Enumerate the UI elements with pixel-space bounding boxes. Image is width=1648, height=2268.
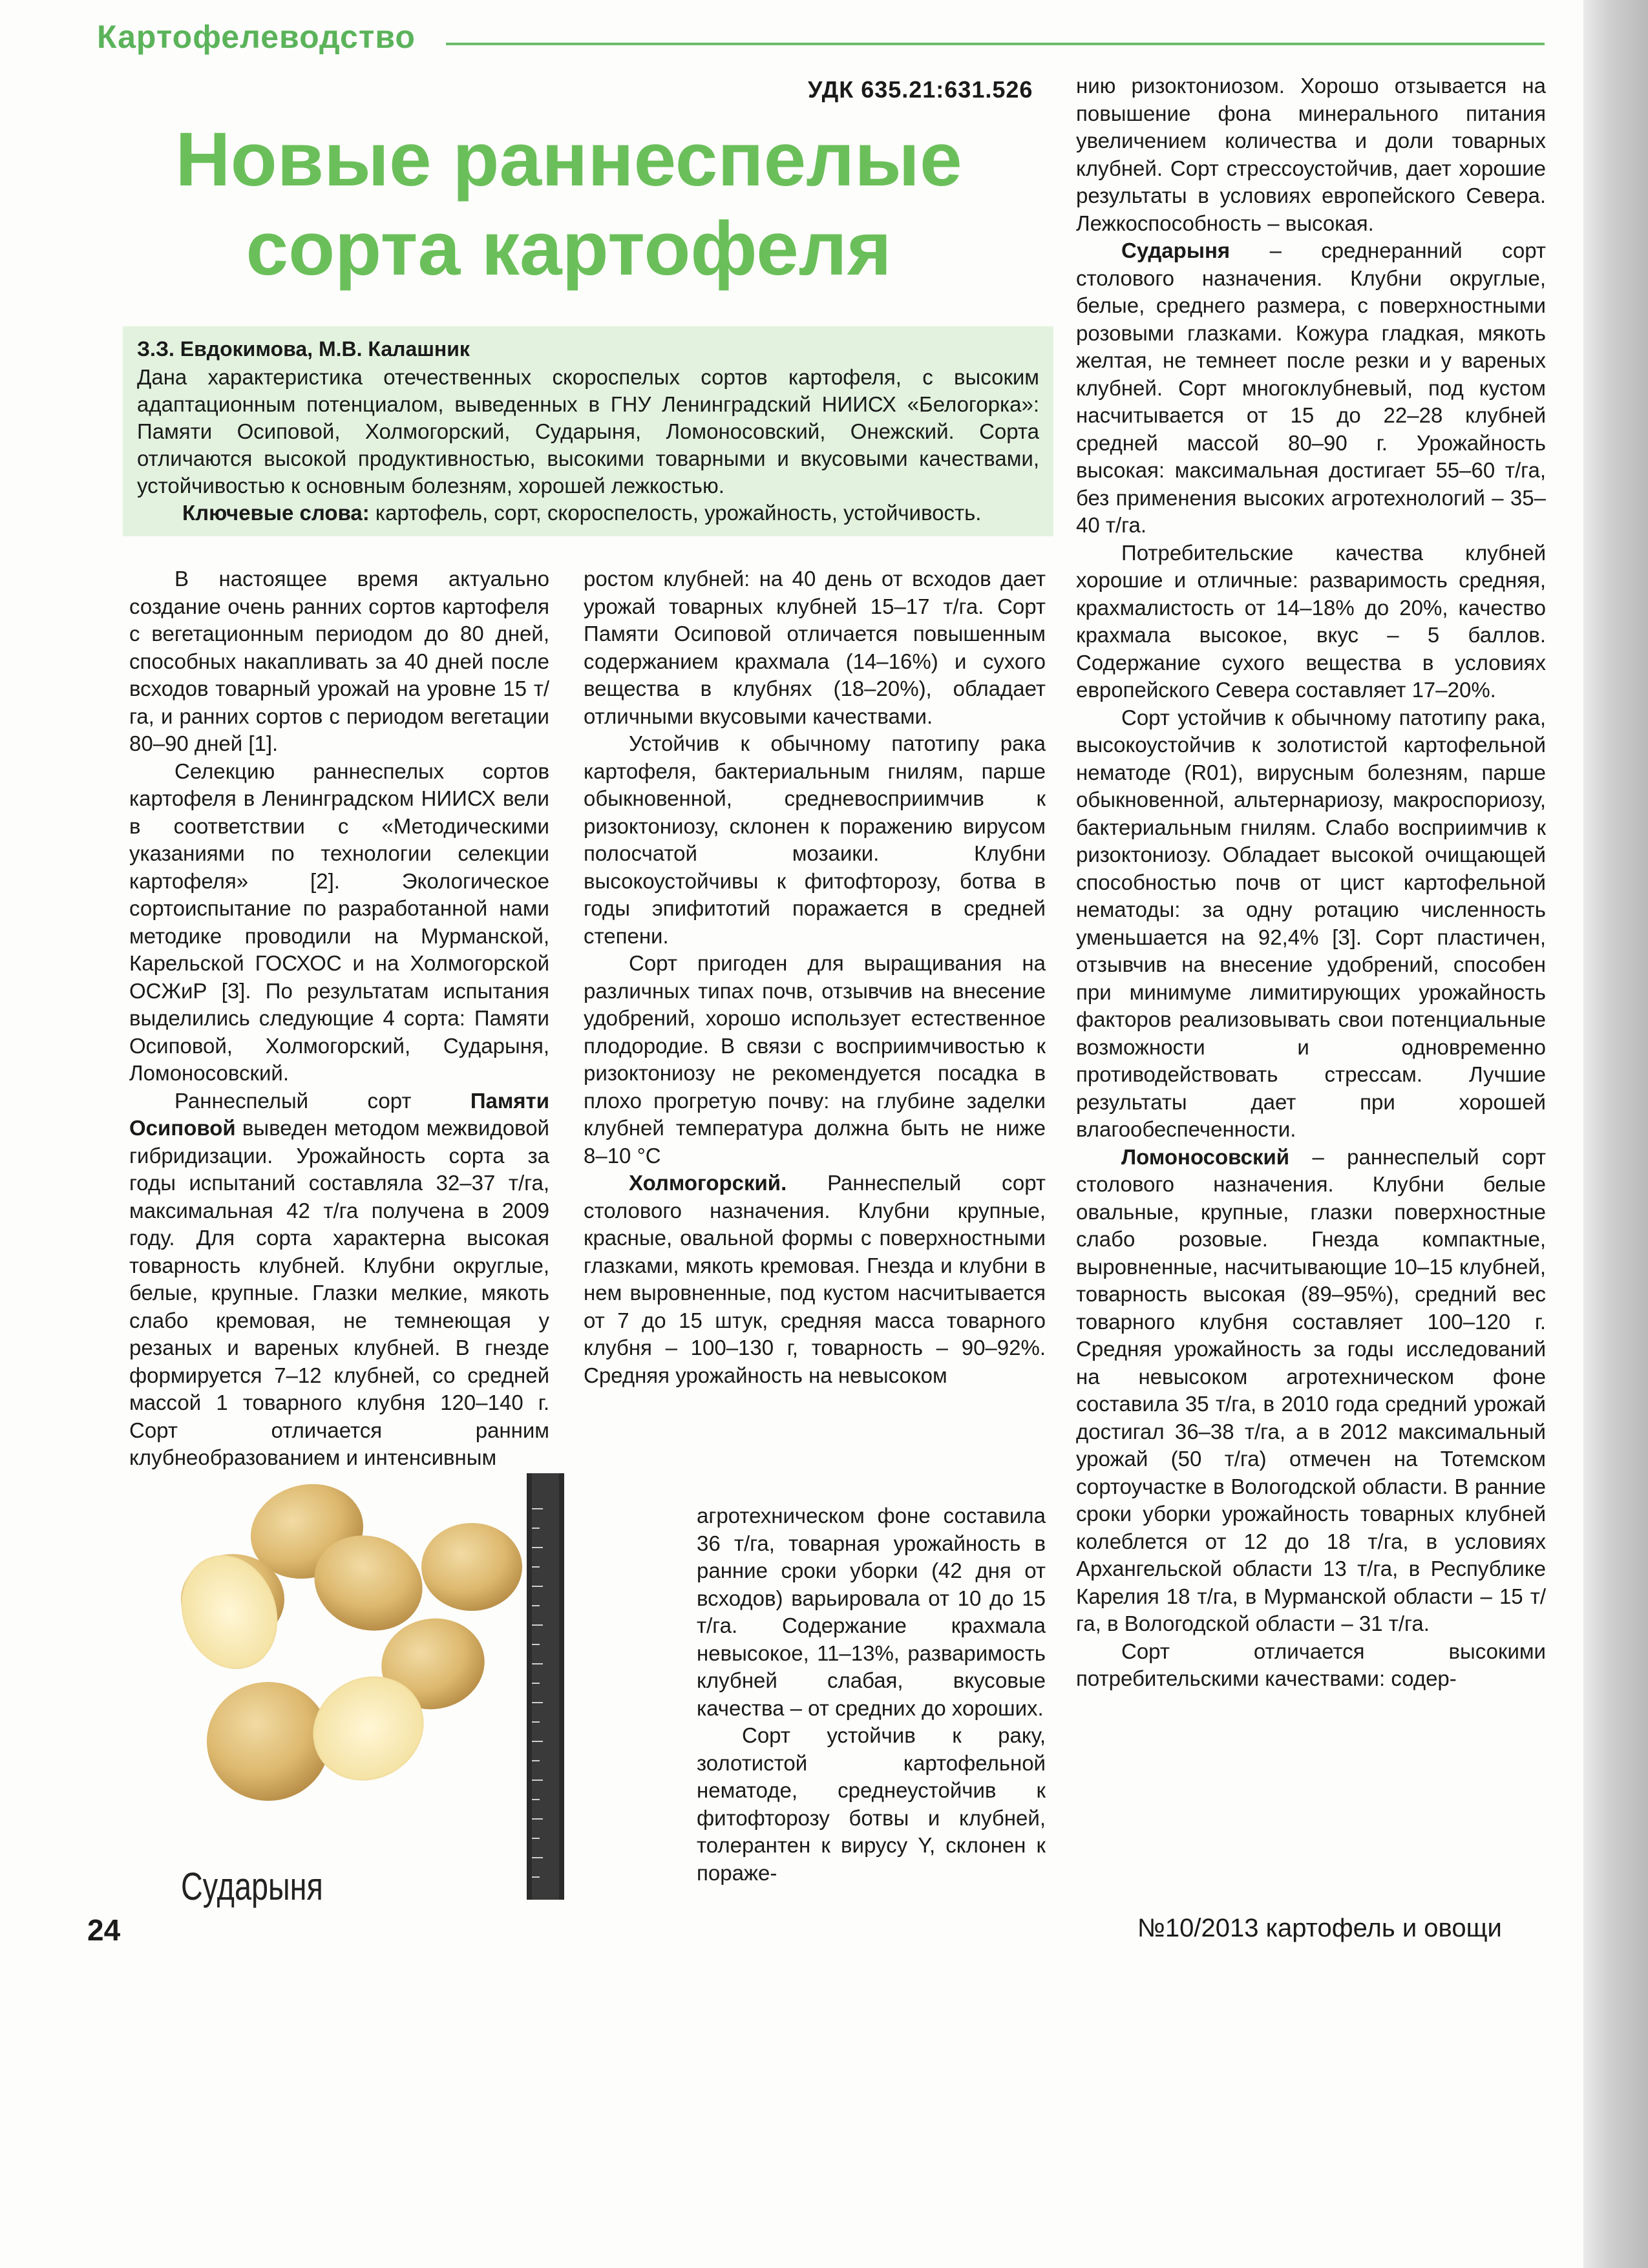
column-2 (584, 565, 1046, 1389)
keywords-label: Ключевые слова: (182, 501, 370, 525)
text-run: – среднеранний сорт столового назначения. Клубни округлые, белые, среднего размера, с поверхностными розовыми глазками. Кожура гладкая, мякоть желтая, не темнеет после резки и у вареных клубней. Сорт многоклубневый, под кустом насчитывается от 15 до 22–28 клубней средней массой 80–90 г. Урожайность высокая: максимальная достигает 55–60 т/га, без применения высоких агротехнологий – 35–40 т/га. (1076, 238, 1546, 537)
page-number: 24 (87, 1913, 121, 1947)
title-line-2: сорта картофеля (246, 206, 892, 291)
journal-footer: №10/2013 картофель и овощи (1137, 1914, 1502, 1942)
paragraph: агротехническом фоне составила 36 т/га, товарная урожайность в ранние сроки уборки (42 дня от всходов) варьировала от 10 до 15 т/га. Содержание крахмала невысокое, 11–13%, разваримость клубней слабая, вкусовые качества – от средних до хороших. (697, 1504, 1046, 1720)
paragraph: Сорт отличается высокими потребительскими качествами: содер- (1076, 1639, 1546, 1690)
article-title (116, 115, 1021, 293)
keywords-line (137, 499, 1039, 527)
paragraph: нию ризоктониозом. Хорошо отзывается на повышение фона минерального питания увеличением количества и доли товарных клубней. Сорт стрессоустойчив, дает хорошие результаты в условиях европейского Севера. Лежкоспособность – высокая. (1076, 74, 1546, 235)
paragraph: В настоящее время актуально создание очень ранних сортов картофеля с вегетационным периодом до 80 дней, способных накапливать за 40 дней после всходов товарный урожай на уровне 15 т/га, и ранних сортов с периодом вегетации 80–90 дней [1]. (129, 567, 549, 755)
variety-name: Ломоносовский (1121, 1144, 1290, 1169)
scan-edge (1583, 0, 1648, 2268)
variety-name: Холмогорский. (629, 1171, 787, 1195)
text-run: – раннеспелый сорт столового назначения. Клубни белые овальные, крупные, глазки поверхностные слабо розовые. Гнезда компактные, выровненные, насчитывающие 10–15 клубней, товарность высокая (89–95%), средний вес товарного клубня составляет 100–120 г. Средняя урожайность за годы исследований на невысоком агротехническом фоне составила 35 т/га, в 2010 года средний урожай достигал 36–38 т/га, а в 2012 максимальный урожай (50 т/га) отмечен на Тотемском сортоучастке в Вологодской области. В ранние сроки уборки урожайность товарных клубней колеблется от 12 до 18 т/га, в условиях Архангельской области 13 т/га, в Республике Карелия 18 т/га, в Мурманской области – 15 т/га, в Вологодской области – 31 т/га. (1076, 1144, 1546, 1635)
figure-caption: Сударыня (181, 1865, 323, 1908)
text-run: Раннеспелый сорт (174, 1088, 470, 1113)
paragraph: Устойчив к обычному патотипу рака картофеля, бактериальным гнилям, парше обыкновенной, средневосприимчив к ризоктониозу, склонен к поражению вирусом полосчатой мозаики. Клубни высокоустойчивы к фитофторозу, ботва в годы эпифитотий поражается в средней степени. (584, 731, 1046, 948)
potatoes (166, 1472, 522, 1801)
ruler (527, 1473, 564, 1900)
text-run: выведен методом межвидовой гибридизации. Урожайность сорта за годы испытаний составляла 32–37 т/га, максимальная 42 т/га получена в 2009 году. Для сорта характерна высокая товарность клубней. Клубни округлые, белые, крупные. Глазки мелкие, мякоть слабо кремовая, не темнеющая у резаных и вареных клубней. В гнезде формируется 7–12 клубней, со средней массой 1 товарного клубня 120–140 г. Сорт отличается ранним клубнеобразованием и интенсивным (129, 1116, 549, 1469)
paragraph (1076, 237, 1546, 540)
paragraph (129, 1087, 549, 1472)
paragraph: ростом клубней: на 40 день от всходов дает урожай товарных клубней 15–17 т/га. Сорт Памяти Осиповой отличается повышенным содержанием крахмала (14–16%) и сухого вещества в клубнях (18–20%), обладает отличными вкусовыми качествами. (584, 567, 1046, 728)
variety-name: Сударыня (1121, 238, 1231, 262)
column-2-continued (697, 1502, 1046, 1887)
paragraph: Сорт устойчив к обычному патотипу рака, высокоустойчив к золотистой картофельной нематоде (R01), вирусным болезням, парше обыкновенной, альтернариозу, макроспориозу, бактериальным гнилям. Слабо восприимчив к ризоктониозу. Обладает высокой очищающей способностью почв от цист картофельной нематоды: за одну ротацию численность уменьшается на 92,4% [3]. Сорт пластичен, отзывчив на внесение удобрений, способен при минимуме лимитирующих урожайность факторов реализовывать свои потенциальные возможности и одновременно противодействовать стрессам. Лучшие результаты дает при хорошей влагообеспеченности. (1076, 705, 1546, 1141)
column-1 (129, 565, 549, 1472)
text-run: Раннеспелый сорт столового назначения. Клубни крупные, красные, овальной формы с поверхностными глазками, мякоть кремовая. Гнезда и клубни в нем выровненные, под кустом насчитывается от 7 до 15 штук, средняя масса товарного клубня – 100–130 г, товарность – 90–92%. Средняя урожайность на невысоком (584, 1171, 1046, 1387)
paragraph: Сорт пригоден для выращивания на различных типах почв, отзывчив на внесение удобрений, хорошо использует естественное плодородие. В связи с восприимчивостью к ризоктониозу не рекомендуется посадка в плохо прогретую почву: на глубине заделки клубней температура должна быть не ниже 8–10 °С (584, 951, 1046, 1168)
title-line-1: Новые раннеспелые (175, 117, 962, 202)
section-rubric: Картофелеводство (97, 19, 416, 55)
column-3 (1076, 72, 1546, 1693)
abstract-box (123, 326, 1053, 536)
paragraph (1076, 1144, 1546, 1638)
variety-name: Памяти Осиповой (129, 1088, 549, 1140)
udk-code: УДК 635.21:631.526 (808, 76, 1033, 103)
authors: З.З. Евдокимова, М.В. Калашник (137, 337, 470, 361)
potato-photo (155, 1470, 582, 1916)
rubric-line (446, 43, 1545, 45)
paragraph (584, 1170, 1046, 1389)
keywords-text: картофель, сорт, скороспелость, урожайность, устойчивость. (369, 501, 982, 525)
paragraph: Селекцию раннеспелых сортов картофеля в Ленинградском НИИСХ вели в соответствии с «Методическими указаниями по технологии селекции картофеля» [2]. Экологическое сортоиспытание по разработанной нами методике проводили на Мурманской, Карельской ГОСХОС и на Холмогорской ОСЖиР [3]. По результатам испытания выделились следующие 4 сорта: Памяти Осиповой, Холмогорский, Сударыня, Ломоносовский. (129, 759, 549, 1085)
abstract-text: Дана характеристика отечественных скороспелых сортов картофеля, с высоким адаптационным потенциалом, выведенных в ГНУ Ленинградский НИИСХ «Белогорка»: Памяти Осиповой, Холмогорский, Сударыня, Ломоносовский, Онежский. Сорта отличаются высокой продуктивностью, высокими товарными и вкусовыми качествами, устойчивостью к основным болезням, хорошей лежкостью. (137, 365, 1039, 498)
paragraph: Сорт устойчив к раку, золотистой картофельной нематоде, среднеустойчив к фитофторозу ботвы и клубней, толерантен к вирусу Y, склонен к пораже- (697, 1723, 1046, 1885)
paragraph: Потребительские качества клубней хорошие и отличные: разваримость средняя, крахмалистость от 14–18% до 20%, качество крахмала высокое, вкус – 5 баллов. Содержание сухого вещества в условиях европейского Севера составляет 17–20%. (1076, 540, 1546, 702)
